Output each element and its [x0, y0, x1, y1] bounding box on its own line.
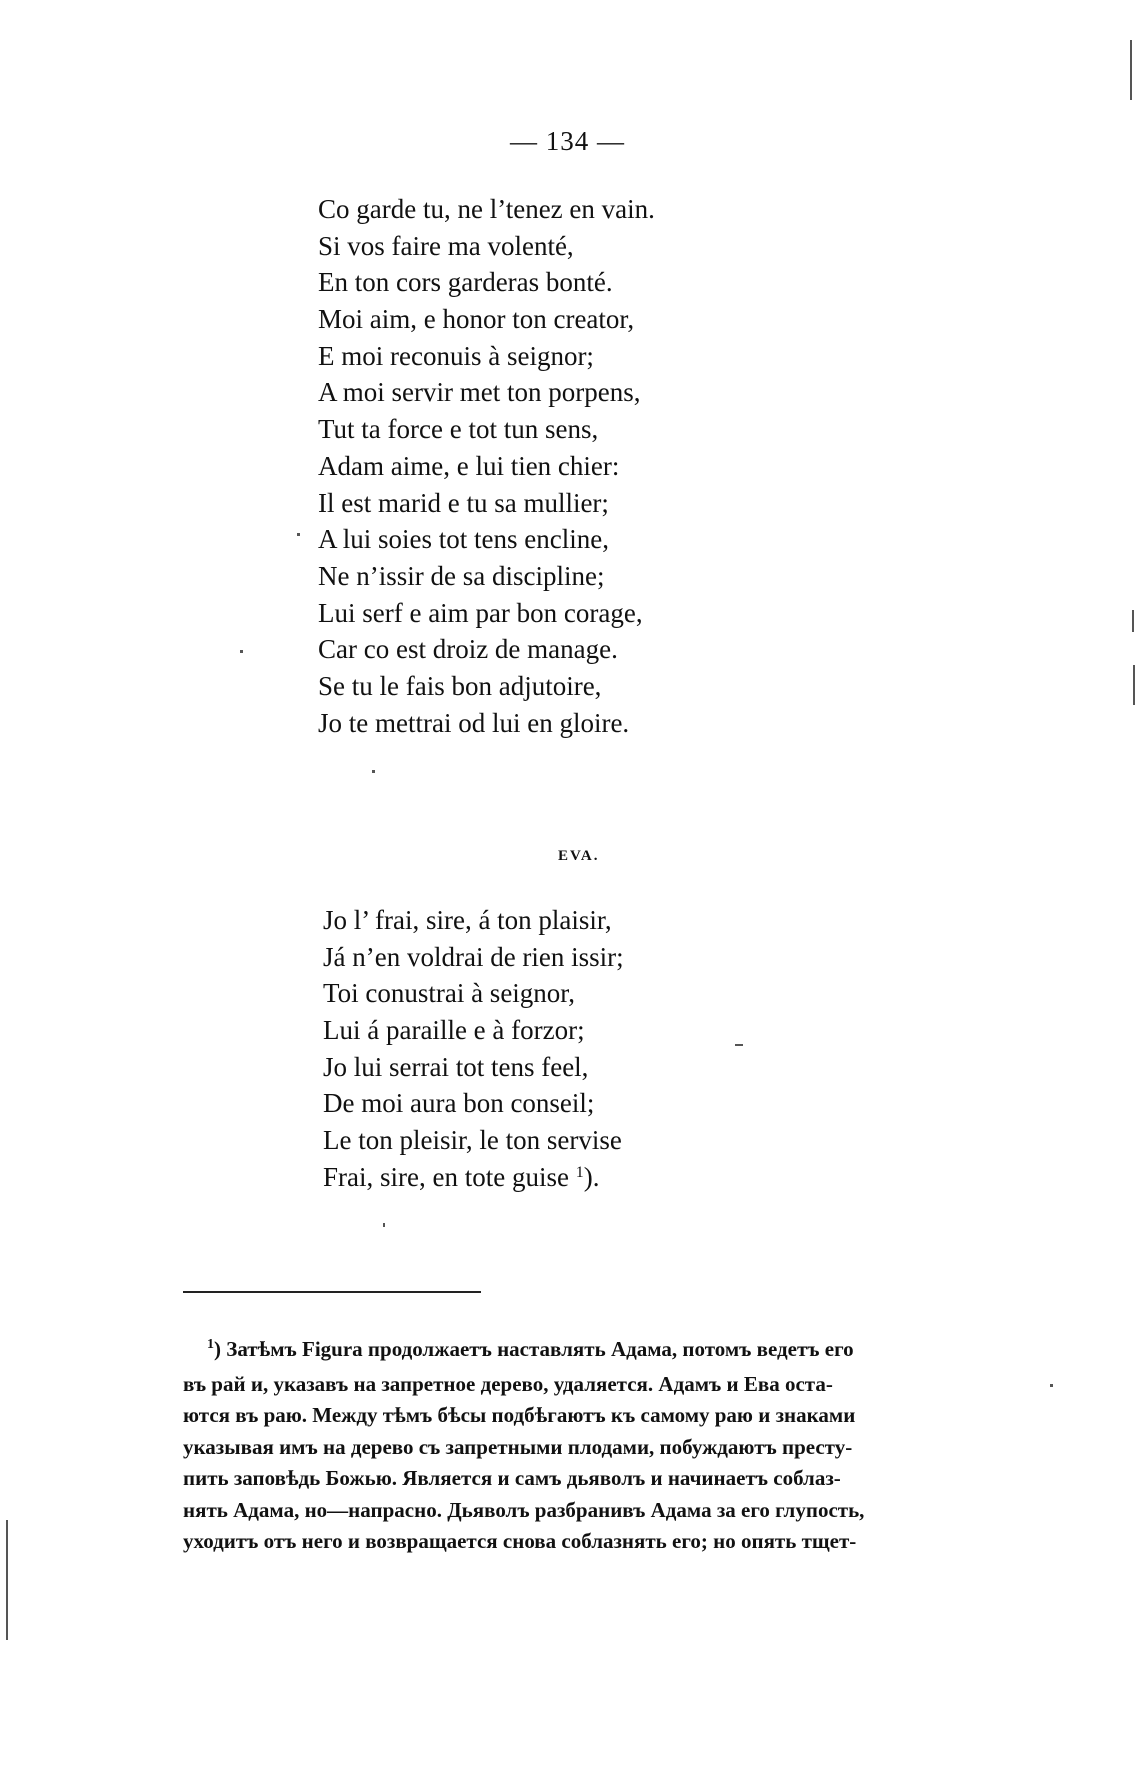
verse-line: Car co est droiz de manage.	[318, 634, 618, 665]
footnote-line: въ рай и, указавъ на запретное дерево, удаляется. Адамъ и Ева оста-	[183, 1371, 833, 1396]
verse-line: De moi aura bon conseil;	[323, 1088, 595, 1119]
verse-line: Si vos faire ma volenté,	[318, 230, 574, 261]
verse-line: Jo l’ frai, sire, á ton plaisir,	[323, 905, 612, 935]
verse-line: Le ton pleisir, le ton servise	[323, 1125, 622, 1156]
footnote	[183, 1334, 1013, 1558]
footnote-line: нять Адама, но—напрасно. Дьяволъ разбранивъ Адама за его глупость,	[183, 1497, 865, 1522]
speaker-heading: EVA.	[558, 848, 600, 864]
verse-line: E moi reconuis à seignor;	[318, 340, 594, 371]
scan-speck	[297, 533, 300, 536]
footnote-line: указывая имъ на дерево съ запретными плодами, побуждаютъ престу-	[183, 1434, 853, 1459]
verse-line-last	[323, 1159, 624, 1196]
page-number: — 134 —	[510, 126, 625, 156]
verse-line: En ton cors garderas bonté.	[318, 267, 613, 298]
verse-line: A lui soies tot tens encline,	[318, 524, 609, 555]
verse-line: Jo te mettrai od lui en gloire.	[318, 707, 630, 738]
verse-line: Ne n’issir de sa discipline;	[318, 560, 605, 591]
verse-stanza-figura	[318, 191, 655, 741]
verse-line: Jo lui serrai tot tens feel,	[323, 1051, 589, 1082]
footnote-line: уходитъ отъ него и возвращается снова соблазнять его; но опять тщет-	[183, 1529, 857, 1553]
verse-line: Lui á paraille e à forzor;	[323, 1015, 585, 1046]
footnote-mark: 1	[207, 1337, 214, 1352]
verse-line: Já n’en voldrai de rien issir;	[323, 941, 624, 972]
footnote-line: пить заповѣдь Божью. Является и самъ дьяволъ и начинаетъ соблаз-	[183, 1466, 841, 1490]
verse-line: Il est marid e tu sa mullier;	[318, 487, 609, 518]
verse-line: Tut ta force e tot tun sens,	[318, 414, 599, 445]
verse-line: Se tu le fais bon adjutoire,	[318, 670, 602, 701]
scan-edge-mark	[1132, 610, 1134, 632]
verse-line-end: ).	[583, 1161, 600, 1192]
scan-speck	[1050, 1384, 1053, 1387]
verse-line: Adam aime, e lui tien chier:	[318, 450, 620, 481]
scan-speck	[240, 650, 243, 653]
footnote-divider	[183, 1291, 481, 1293]
verse-line-text: Frai, sire, en tote guise	[323, 1161, 569, 1192]
scan-speck	[735, 1044, 743, 1046]
scan-edge-mark	[1133, 665, 1135, 705]
scan-speck	[383, 1223, 385, 1227]
verse-line: Moi aim, e honor ton creator,	[318, 304, 635, 335]
footnote-line	[207, 1334, 1013, 1369]
verse-line: Toi conustrai à seignor,	[323, 978, 575, 1009]
footnote-reference: 1	[575, 1163, 584, 1181]
verse-line: Lui serf e aim par bon corage,	[318, 597, 643, 628]
footnote-line: ются въ раю. Между тѣмъ бѣсы подбѣгаютъ къ самому раю и знаками	[183, 1403, 856, 1427]
scan-speck	[372, 770, 375, 773]
verse-line: Co garde tu, ne l’tenez en vain.	[318, 194, 655, 224]
verse-line: A moi servir met ton porpens,	[318, 377, 641, 408]
verse-stanza-eva	[323, 902, 624, 1196]
scan-edge-mark	[1130, 40, 1132, 100]
scan-edge-mark	[6, 1520, 8, 1640]
footnote-line-text: ) Затѣмъ Figura продолжаетъ наставлять Адама, потомъ ведетъ его	[214, 1337, 854, 1361]
